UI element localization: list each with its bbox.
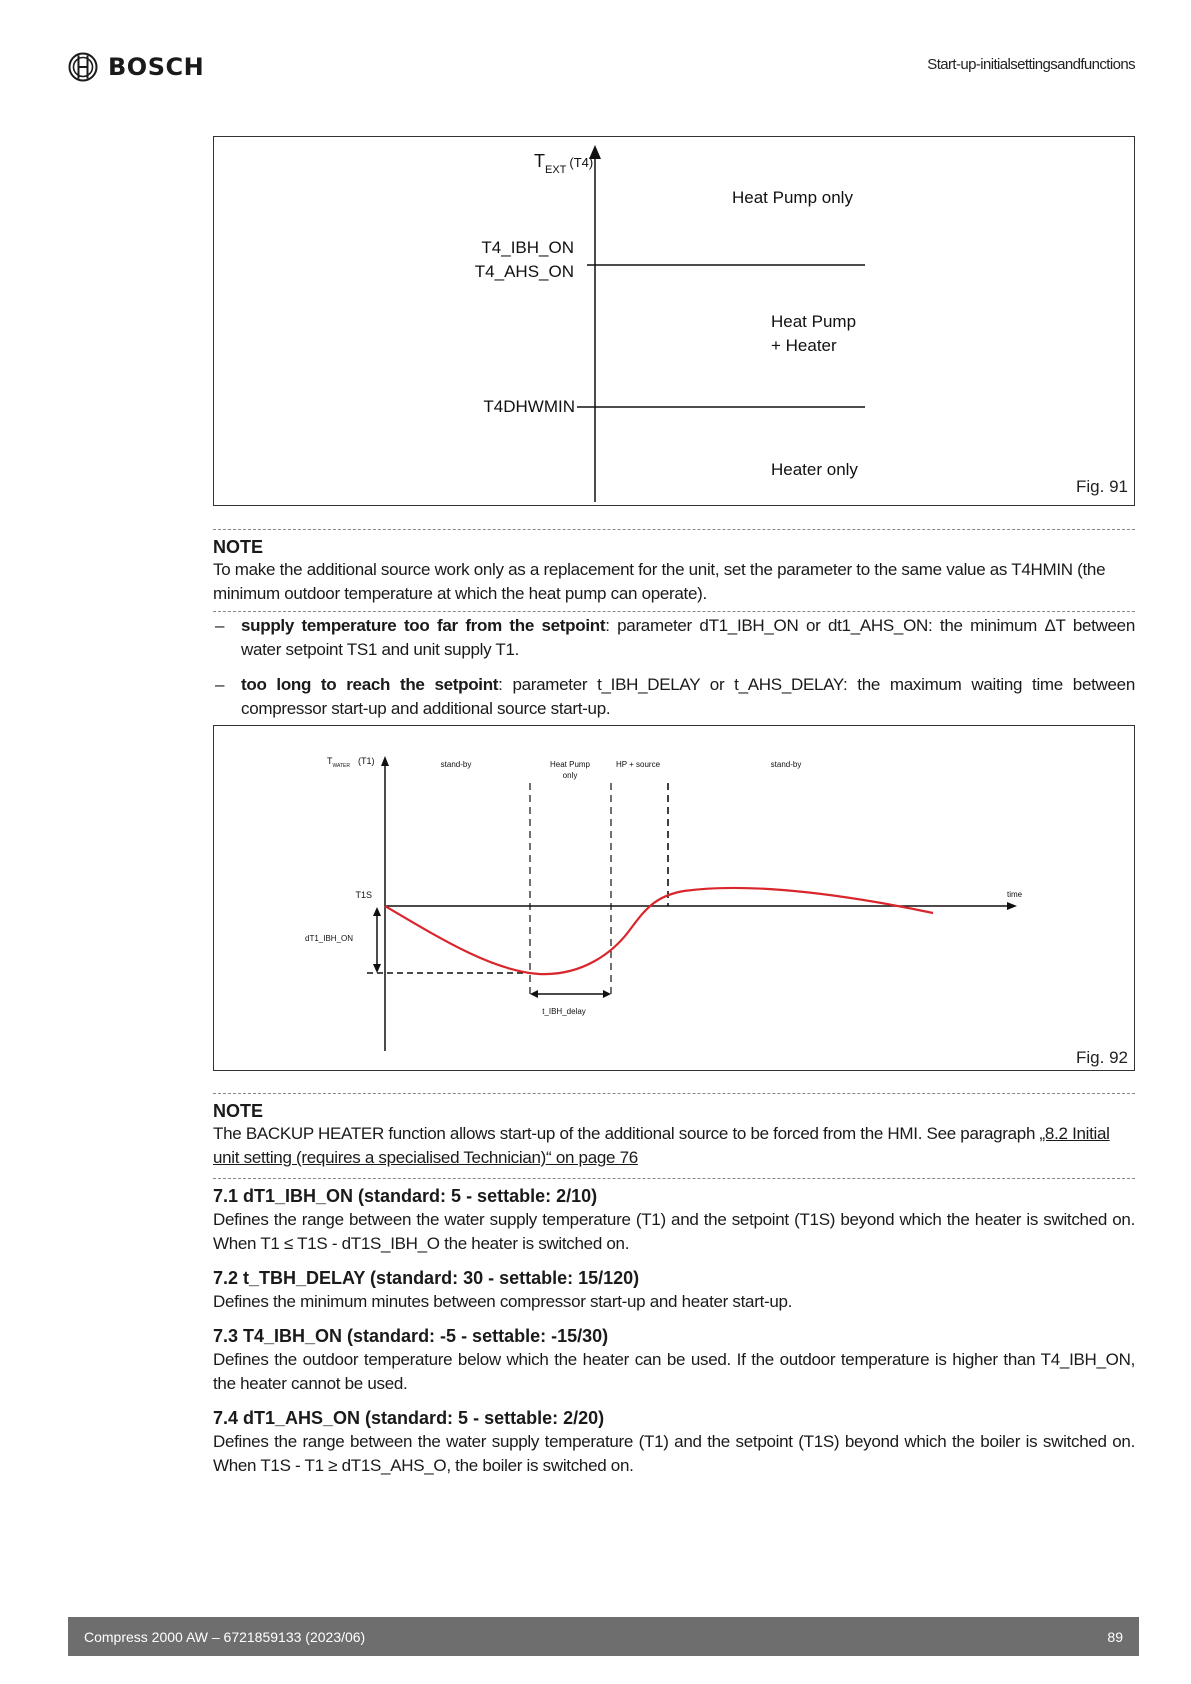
fig92-label-time: time (1007, 890, 1023, 899)
note-2-text-body: The BACKUP HEATER function allows start-up of the additional source to be forced from the HMI. See paragraph (213, 1124, 1040, 1143)
list-dash: – (215, 675, 225, 694)
fig91-zone-heater-only: Heater only (771, 460, 858, 479)
list-item (213, 614, 1135, 662)
fig92-label-t1s: T1S (355, 890, 372, 900)
fig92-delay-arrowhead-left (530, 990, 538, 998)
bosch-logo (68, 50, 204, 84)
fig91-label-ahs-on: T4_AHS_ON (474, 262, 574, 281)
parameter-section (213, 1406, 1135, 1478)
section-heading: 7.1 dT1_IBH_ON (standard: 5 - settable: 2/10) (213, 1186, 598, 1206)
parameter-section (213, 1324, 1135, 1396)
list-item (213, 673, 1135, 721)
list-item-bold: supply temperature too far from the setpoint (241, 616, 606, 635)
section-heading: 7.4 dT1_AHS_ON (standard: 5 - settable: 2/20) (213, 1408, 605, 1428)
parameter-sections (213, 1184, 1135, 1488)
page-number: 89 (1107, 1628, 1123, 1645)
fig92-label-dt1: dT1_IBH_ON (305, 934, 354, 943)
fig92-temperature-curve (385, 888, 933, 974)
brand-name: BOSCH (108, 53, 205, 81)
section-text: Defines the minimum minutes between compressor start-up and heater start-up. (213, 1292, 793, 1311)
fig92-dt1-arrowhead-down (373, 964, 381, 973)
condition-list (213, 612, 1135, 721)
note-2-title: NOTE (213, 1101, 264, 1121)
fig92-dt1-arrowhead-up (373, 907, 381, 916)
footer-document-id: Compress 2000 AW – 6721859133 (2023/06) (84, 1628, 366, 1645)
fig92-phase-hp-source: HP + source (615, 760, 661, 769)
fig92-delay-arrowhead-right (603, 990, 611, 998)
fig92-phase-hp-line1: Heat Pump (549, 760, 591, 769)
fig92-label-delay: t_IBH_delay (542, 1007, 586, 1016)
list-item-text: : parameter t_IBH_DELAY or t_AHS_DELAY: the maximum waiting time between compressor start-up and additional source start-up. (241, 675, 1135, 718)
note-box-1 (213, 529, 1135, 612)
fig92-phase-standby-2: stand-by (770, 760, 802, 769)
fig92-phase-standby-1: stand-by (440, 760, 472, 769)
section-text: Defines the range between the water supply temperature (T1) and the setpoint (T1S) beyond which the heater is switched on. When T1 ≤ T1S - dT1S_IBH_O the heater is switched on. (213, 1210, 1135, 1253)
section-text: Defines the outdoor temperature below which the heater can be used. If the outdoor temperature is higher than T4_IBH_ON, the heater cannot be used. (213, 1350, 1135, 1393)
page-footer (68, 1617, 1139, 1656)
figure-91 (213, 136, 1135, 506)
note-1-title: NOTE (213, 537, 264, 557)
fig92-y-label: $T_{WATER}$ (T1) (327, 756, 375, 769)
parameter-section (213, 1266, 1135, 1314)
cross-reference-link[interactable]: „8.2 Initial unit setting (requires a specialised Technician)“ on page 76 (213, 1124, 1110, 1167)
note-2-text (213, 1122, 1135, 1170)
fig91-diagram (214, 137, 1134, 505)
parameter-section (213, 1184, 1135, 1256)
fig92-diagram (214, 726, 1134, 1070)
fig92-caption: Fig. 92 (1076, 1048, 1128, 1067)
fig91-zone-heat-pump-only: Heat Pump only (732, 188, 853, 207)
fig91-zone-heat-pump-heater-2: + Heater (771, 336, 837, 355)
fig91-y-label: $T_{EXT}$ $^{(T4)}$ (534, 151, 594, 176)
note-1-text: To make the additional source work only as a replacement for the unit, set the parameter to the same value as T4HMIN (the minimum outdoor temperature at which the heat pump can operate). (213, 560, 1106, 603)
section-text: Defines the range between the water supply temperature (T1) and the setpoint (T1S) beyond which the boiler is switched on. When T1S - T1 ≥ dT1S_AHS_O, the boiler is switched on. (213, 1432, 1135, 1475)
list-item-text: : parameter dT1_IBH_ON or dt1_AHS_ON: the minimum ΔT between water setpoint TS1 and unit supply T1. (241, 616, 1135, 659)
fig92-y-axis-arrowhead (381, 756, 389, 766)
bosch-armature-icon (68, 52, 98, 82)
fig92-time-arrowhead (1007, 902, 1017, 910)
fig91-zone-heat-pump-heater-1: Heat Pump (771, 312, 857, 331)
fig91-caption: Fig. 91 (1076, 477, 1128, 496)
list-item-bold: too long to reach the setpoint (241, 675, 499, 694)
list-dash: – (215, 616, 225, 635)
fig92-phase-hp-line2: only (562, 771, 578, 780)
section-title: Start-up-initialsettingsandfunctions (927, 56, 1135, 73)
fig91-label-ibh-on: T4_IBH_ON (481, 238, 574, 257)
section-heading: 7.2 t_TBH_DELAY (standard: 30 - settable: 15/120) (213, 1268, 640, 1288)
fig91-label-t4dhwmin: T4DHWMIN (483, 397, 575, 416)
section-heading: 7.3 T4_IBH_ON (standard: -5 - settable: -15/30) (213, 1326, 609, 1346)
figure-92 (213, 725, 1135, 1071)
note-box-2 (213, 1093, 1135, 1179)
